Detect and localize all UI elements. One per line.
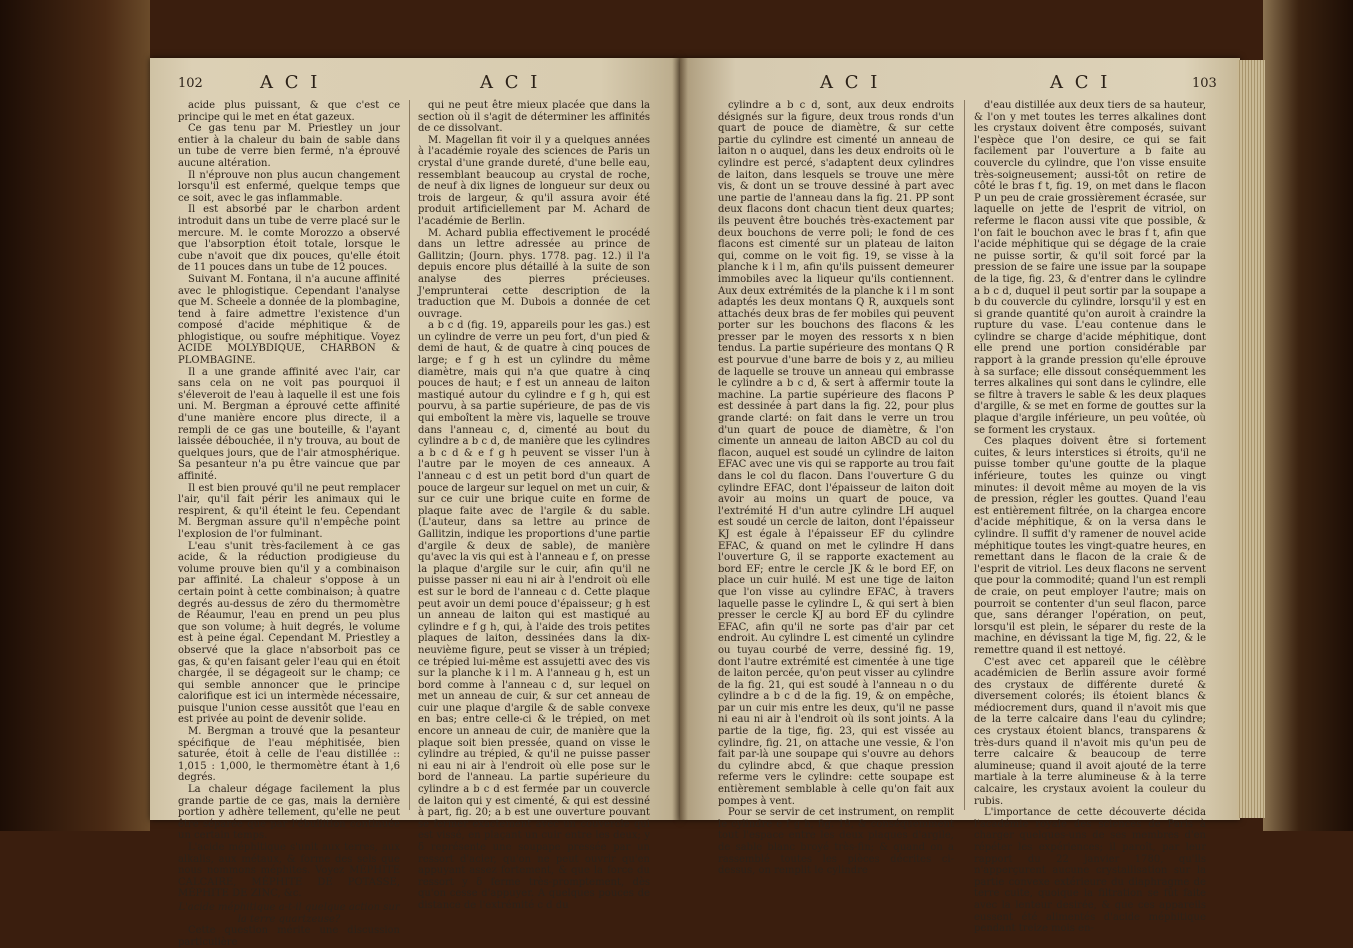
paragraph: La chaleur dégage facilement la plus grande partie de ce gas, mais la dernière portion y adhère tellement, qu'elle ne peut être séparée que par l'ébullition continuée un certain temps. bbox=[178, 784, 400, 842]
text-column bbox=[718, 100, 954, 877]
paragraph: acide plus puissant, & que c'est ce principe qui le met en état gazeux. bbox=[178, 100, 400, 123]
page-edges bbox=[1237, 60, 1265, 818]
text-column bbox=[418, 100, 651, 911]
paragraph: M. Magellan fit voir il y a quelques années à l'académie royale des sciences de Paris un crystal d'une grande dureté, d'une belle eau, ressemblant beaucoup au crystal de roche, de neuf à dix lignes de longueur sur deux ou trois de largeur, & qu'il assura avoir été produit artificiellement par M. Achard de l'académie de Berlin. bbox=[418, 134, 650, 227]
paragraph: qui ne peut être mieux placée que dans la section où il s'agit de déterminer les affinités de ce dissolvant. bbox=[418, 100, 650, 135]
column-divider bbox=[409, 100, 410, 810]
book-gutter bbox=[672, 58, 688, 820]
running-head: A C I bbox=[480, 72, 541, 93]
paragraph: d'eau distillée aux deux tiers de sa hauteur, & l'on y met toutes les terres alkalines dont les crystaux doivent être composés, suivant l'espèce que l'on desire, ce qui se fait facilement par l'ouverture a b faite au couvercle du cylindre, que l'on visse ensuite très-soigneusement; aussi-tôt on retire de côté le bras f t, fig. 19, on met dans le flacon P un peu de craie grossièrement écrasée, sur laquelle on jette de l'esprit de vitriol, on referme le flacon aussi vite que possible, & l'on fait le bouchon avec le bras f t, afin que l'acide méphitique qui se dégage de la craie ne puisse sortir, & qu'il soit forcé par la pression de se faire une issue par la soupape de la tige, fig. 23, & d'entrer dans le cylindre a b c d, duquel il peut sortir par la soupape a b du couvercle du cylindre, lorsqu'il y est en si grande quantité qu'on auroit à craindre la rupture du vase. L'eau contenue dans le cylindre se charge d'acide méphitique, dont elle prend une portion considérable par rapport à la grande pression qu'elle éprouve à sa surface; elle dissout conséquemment les terres alkalines qui sont dans le cylindre, elle se filtre à travers le sable & les deux plaques d'argille, & se met en forme de gouttes sur la plaque d'argile inférieure, un peu voûtée, où se forment les crystaux. bbox=[974, 100, 1206, 436]
paragraph: L'importance de cette découverte décida l'académie royale des sciences de Paris à charger quelques-uns de ses membres d'en répéter les expériences; il paroît, par leur rapport du 22 janvier 1780, qu'ils n'apperçurent aucune crystallisation sur la partie convexe extérieure du diaphragme de terre cuite, quoique la filtration se fût faite avec la lenteur desirée, & que ces appareils eussent été alimentés d'acide méphitique pendant treize mois en- bbox=[974, 807, 1206, 935]
book-cover-right bbox=[1263, 0, 1353, 831]
paragraph: C'est avec cet appareil que le célèbre académicien de Berlin assure avoir formé des crystaux de différente dureté & diversement colorés; ils étoient blancs & médiocrement durs, quand il n'avoit mis que de la terre calcaire dans l'eau du cylindre; ces crystaux étoient blancs, transparens & très-durs quand il n'avoit mis qu'un peu de terre calcaire & beaucoup de terre alumineuse; quand il avoit ajouté de la terre martiale à la terre alumineuse & à la terre calcaire, les crystaux avoient la couleur du rubis. bbox=[974, 656, 1206, 807]
page-number: 102 bbox=[178, 76, 203, 91]
paragraph: L'acide méphitique s'unit aux terres, aux alkalis, aux métaux, & forme des sels que nous nommons méphites. Voyez MÉPHITE CALCAIRE, MÉPHITE DE POTASSE, MÉPHITE DE ZINC, &c. bbox=[178, 842, 400, 900]
running-head: A C I bbox=[820, 72, 881, 93]
paragraph: Ces plaques doivent être si fortement cuites, & leurs interstices si étroits, qu'il ne puisse tomber qu'une goutte de la plaque inférieure, toutes les quinze ou vingt minutes: il devoit même au moyen de la vis de pression, régler les gouttes. Quand l'eau est entièrement filtrée, on la chargea encore d'acide méphitique, & on la versa dans le cylindre. Il suffit d'y ramener de nouvel acide méphitique toutes les vingt-quatre heures, en remettant dans le flacon de la craie & de l'esprit de vitriol. Les deux flacons ne servent que pour la commodité; quand l'un est rempli de craie, on peut employer l'autre; mais on pourroit se contenter d'un seul flacon, parce que, sans déranger l'opération, on peut, lorsqu'il est plein, le séparer du reste de la machine, en dévissant la tige M, fig. 22, & le remettre quand il est nettoyé. bbox=[974, 436, 1206, 656]
paragraph: a b c d (fig. 19, appareils pour les gas.) est un cylindre de verre un peu fort, d'un pied & demi de haut, & de quatre à cinq pouces de large; e f g h est un cylindre du même diamètre, mais qui n'a que quatre à cinq pouces de haut; e f est un anneau de laiton mastiqué autour du cylindre e f g h, qui est pourvu, à sa partie supérieure, de pas de vis qui emboîtent la mère vis, laquelle se trouve dans l'anneau c, d, cimenté au bout du cylindre a b c d, de manière que les cylindres a b c d & e f g h peuvent se visser l'un à l'autre par le moyen de ces anneaux. A l'anneau c d est un petit bord d'un quart de pouce de largeur sur lequel on met un cuir, & sur ce cuir une brique cuite en forme de plaque faite avec de l'argile & du sable. (L'auteur, dans sa lettre au prince de Gallitzin, indique les proportions d'une partie d'argile & deux de sable), de manière qu'avec la vis qui est à l'anneau e f, on presse la plaque d'argile sur le cuir, afin qu'il ne puisse passer ni eau ni air à l'endroit où elle est sur le bord de l'anneau c d. Cette plaque peut avoir un demi pouce d'épaisseur; g h est un anneau de laiton qui est mastiqué au cylindre e f g h, qui, à l'aide des trois petites plaques de laiton, dessinées dans la dix-neuvième figure, peut se visser à un trépied; ce trépied lui-même est assujetti avec des vis sur la planche k i l m. A l'anneau g h, est un bord comme à l'anneau c d, sur lequel on met un anneau de cuir, & sur cet anneau de cuir une plaque d'argile & de sable convexe en bas; entre celle-ci & le trépied, on met encore un anneau de cuir, de manière que la plaque soit bien pressée, quand on visse le cylindre au trépied, & qu'il ne puisse passer ni eau ni air à l'endroit où elle pose sur le bord de l'anneau. La partie supérieure du cylindre a b c d est fermée par un couvercle de laiton qui y est cimenté, & qui est dessiné à part, fig. 20; a b est une ouverture pouvant se fermer exactement avec un couvercle qui est vissé, en plaçant un cuir entre les deux; y δ représente une soupape pressée par un ressort d'acier, qu'on ne peut ouvrir qu'en appuyant assez fortement, & que la force du ressort y δ ferme très-promptement, dès qu'on cesse d'appuyer. A quelques pouces de distance de l'extrémité c d du bbox=[418, 320, 651, 911]
paragraph: Pour se servir de cet instrument, on remplit le cylindre e f g h, fig. 19, & conséquemment tout l'espace entre les deux plaques d'argile, de sable blanc broyé très-fin; & quand on a rassemblé toutes les pièces décrites ci-dessus, on remplit le cylindre bbox=[718, 807, 954, 877]
paragraph: L'eau s'unit très-facilement à ce gas acide, & la réduction prodigieuse du volume prouve bien qu'il y a combinaison par affinité. La chaleur s'oppose à un certain point à cette combinaison; à quatre degrés au-dessus de zéro du thermomètre de Réaumur, l'eau en prend un peu plus que son volume; à huit degrés, le volume est à peine égal. Cependant M. Priestley a observé que la glace n'absorboit pas ce gas, & qu'en faisant geler l'eau qui en étoit chargée, il se dégageoit sur le champ; ce qui semble annoncer que le principe calorifique est ici un intermède nécessaire, puisque l'union cesse aussitôt que l'eau en est privée au point de devenir solide. bbox=[178, 540, 400, 726]
right-page bbox=[680, 58, 1240, 935]
running-head: A C I bbox=[260, 72, 321, 93]
column-divider bbox=[964, 100, 965, 810]
book-cover-left bbox=[0, 0, 150, 831]
paragraph: Cette question mérite une discussion particulière bbox=[178, 925, 400, 948]
text-column bbox=[974, 100, 1206, 935]
paragraph: Il a une grande affinité avec l'air, car sans cela on ne voit pas pourquoi il s'éleveroit de l'eau à laquelle il est une fois uni. M. Bergman a éprouvé cette affinité d'une manière encore plus directe, il a rempli de ce gas une bouteille, & l'ayant laissée débouchée, il n'y trouva, au bout de quelques jours, que de l'air atmosphérique. Sa pesanteur n'a pu être vaincue que par affinité. bbox=[178, 366, 400, 482]
section-heading: L'acide méphitique a-t-il quelque action sur la terre quartzeuse? bbox=[178, 901, 400, 925]
paragraph: Il n'éprouve non plus aucun changement lorsqu'il est enfermé, quelque temps que ce soit, avec le gas inflammable. bbox=[178, 169, 400, 204]
paragraph: Ce gas tenu par M. Priestley un jour entier à la chaleur du bain de sable dans un tube de verre bien fermé, n'a éprouvé aucune altération. bbox=[178, 123, 400, 169]
paragraph: Il est bien prouvé qu'il ne peut remplacer l'air, qu'il fait périr les animaux qui le respirent, & qu'il éteint le feu. Cependant M. Bergman assure qu'il n'empêche point l'explosion de l'or fulminant. bbox=[178, 482, 400, 540]
paragraph: cylindre a b c d, sont, aux deux endroits désignés sur la figure, deux trous ronds d'un quart de pouce de diamètre, & sur cette partie du cylindre est cimenté un anneau de laiton n o auquel, dans les deux endroits où le cylindre est percé, s'adaptent deux cylindres de laiton, dans lesquels se trouve une mère vis, & dont un se trouve dessiné à part avec une partie de l'anneau dans la fig. 21. PP sont deux flacons dont chacun tient deux quartes; ils peuvent être bouchés très-exactement par deux bouchons de verre poli; le fond de ces flacons est cimenté sur un plateau de laiton qui, comme on le voit fig. 19, se visse à la planche k i l m, afin qu'ils puissent demeurer immobiles avec la liqueur qu'ils contiennent. Aux deux extrémités de la planche k i l m sont adaptés les deux montans Q R, auxquels sont attachés deux bras de fer mobiles qui peuvent porter sur les bouchons des flacons & les presser par le moyen des ressorts x n bien tendus. La partie supérieure des montans Q R est pourvue d'une barre de bois y z, au milieu de laquelle se trouve un anneau qui embrasse le cylindre a b c d, & sert à affermir toute la machine. La partie supérieure des flacons P est dessinée à part dans la fig. 22, pour plus grande clarté: on fait dans le verre un trou d'un quart de pouce de diamètre, & l'on cimente un anneau de laiton ABCD au col du flacon, auquel est soudé un cylindre de laiton EFAC avec une vis qui se rapporte au trou fait dans le col du flacon. Dans l'ouverture G du cylindre EFAC, dont l'épaisseur de laiton doit avoir au moins un quart de pouce, va l'extrémité H d'un autre cylindre LH auquel est soudé un cercle de laiton, dont l'épaisseur KJ est égale à l'épaisseur EF du cylindre EFAC, & quand on met le cylindre H dans l'ouverture G, il se rapporte exactement au bord EF; entre le cercle JK & le bord EF, on place un cuir huilé. M est une tige de laiton que l'on visse au cylindre EFAC, à travers laquelle passe le cylindre L, & qui sert à bien presser le cercle KJ au bord EF du cylindre EFAC, afin qu'il ne sorte pas d'air par cet endroit. Au cylindre L est cimenté un cylindre ou tuyau courbé de verre, dessiné fig. 19, dont l'autre extrémité est cimentée à une tige de laiton percée, qu'on peut visser au cylindre de la fig. 21, qui est soudé à l'anneau n o du cylindre a b c d de la fig. 19, & on empêche, par un cuir mis entre les deux, qu'il ne passe ni eau ni air à l'endroit où ils sont joints. A la partie de la tige, fig. 23, qui est vissée au cylindre, fig. 21, on attache une vessie, & l'on fait par-là une soupape qui s'ouvre au dehors du cylindre abcd, & que chaque pression referme vers le cylindre: cette soupape est entièrement semblable à celle qu'on fait aux pompes à vent. bbox=[718, 100, 954, 807]
paragraph: M. Achard publia effectivement le procédé dans un lettre adressée au prince de Gallitzin; (Journ. phys. 1778. pag. 12.) il l'a depuis encore plus détaillé à la suite de son analyse des pierres précieuses. J'emprunterai cette description de la traduction que M. Dubois a donnée de cet ouvrage. bbox=[418, 227, 650, 320]
paragraph: M. Bergman a trouvé que la pesanteur spécifique de l'eau méphitisée, bien saturée, étoit à celle de l'eau distillée :: 1,015 : 1,000, le thermomètre étant à 1,6 degrés. bbox=[178, 726, 400, 784]
text-column bbox=[178, 100, 400, 948]
left-page bbox=[150, 58, 680, 948]
paragraph: Il est absorbé par le charbon ardent introduit dans un tube de verre placé sur le mercure. M. le comte Morozzo a observé que l'absorption étoit totale, lorsque le cube n'avoit que dix pouces, qu'elle étoit de 11 pouces dans un tube de 12 pouces. bbox=[178, 204, 400, 274]
page-number: 103 bbox=[1192, 76, 1217, 91]
running-head: A C I bbox=[1050, 72, 1111, 93]
paragraph: Suivant M. Fontana, il n'a aucune affinité avec le phlogistique. Cependant l'analyse que M. Scheele a donnée de la plombagine, tend à faire admettre l'existence d'un composé d'acide méphitique & de phlogistique, ou soufre méphitique. Voyez ACIDE MOLYBDIQUE, CHARBON & PLOMBAGINE. bbox=[178, 273, 400, 367]
